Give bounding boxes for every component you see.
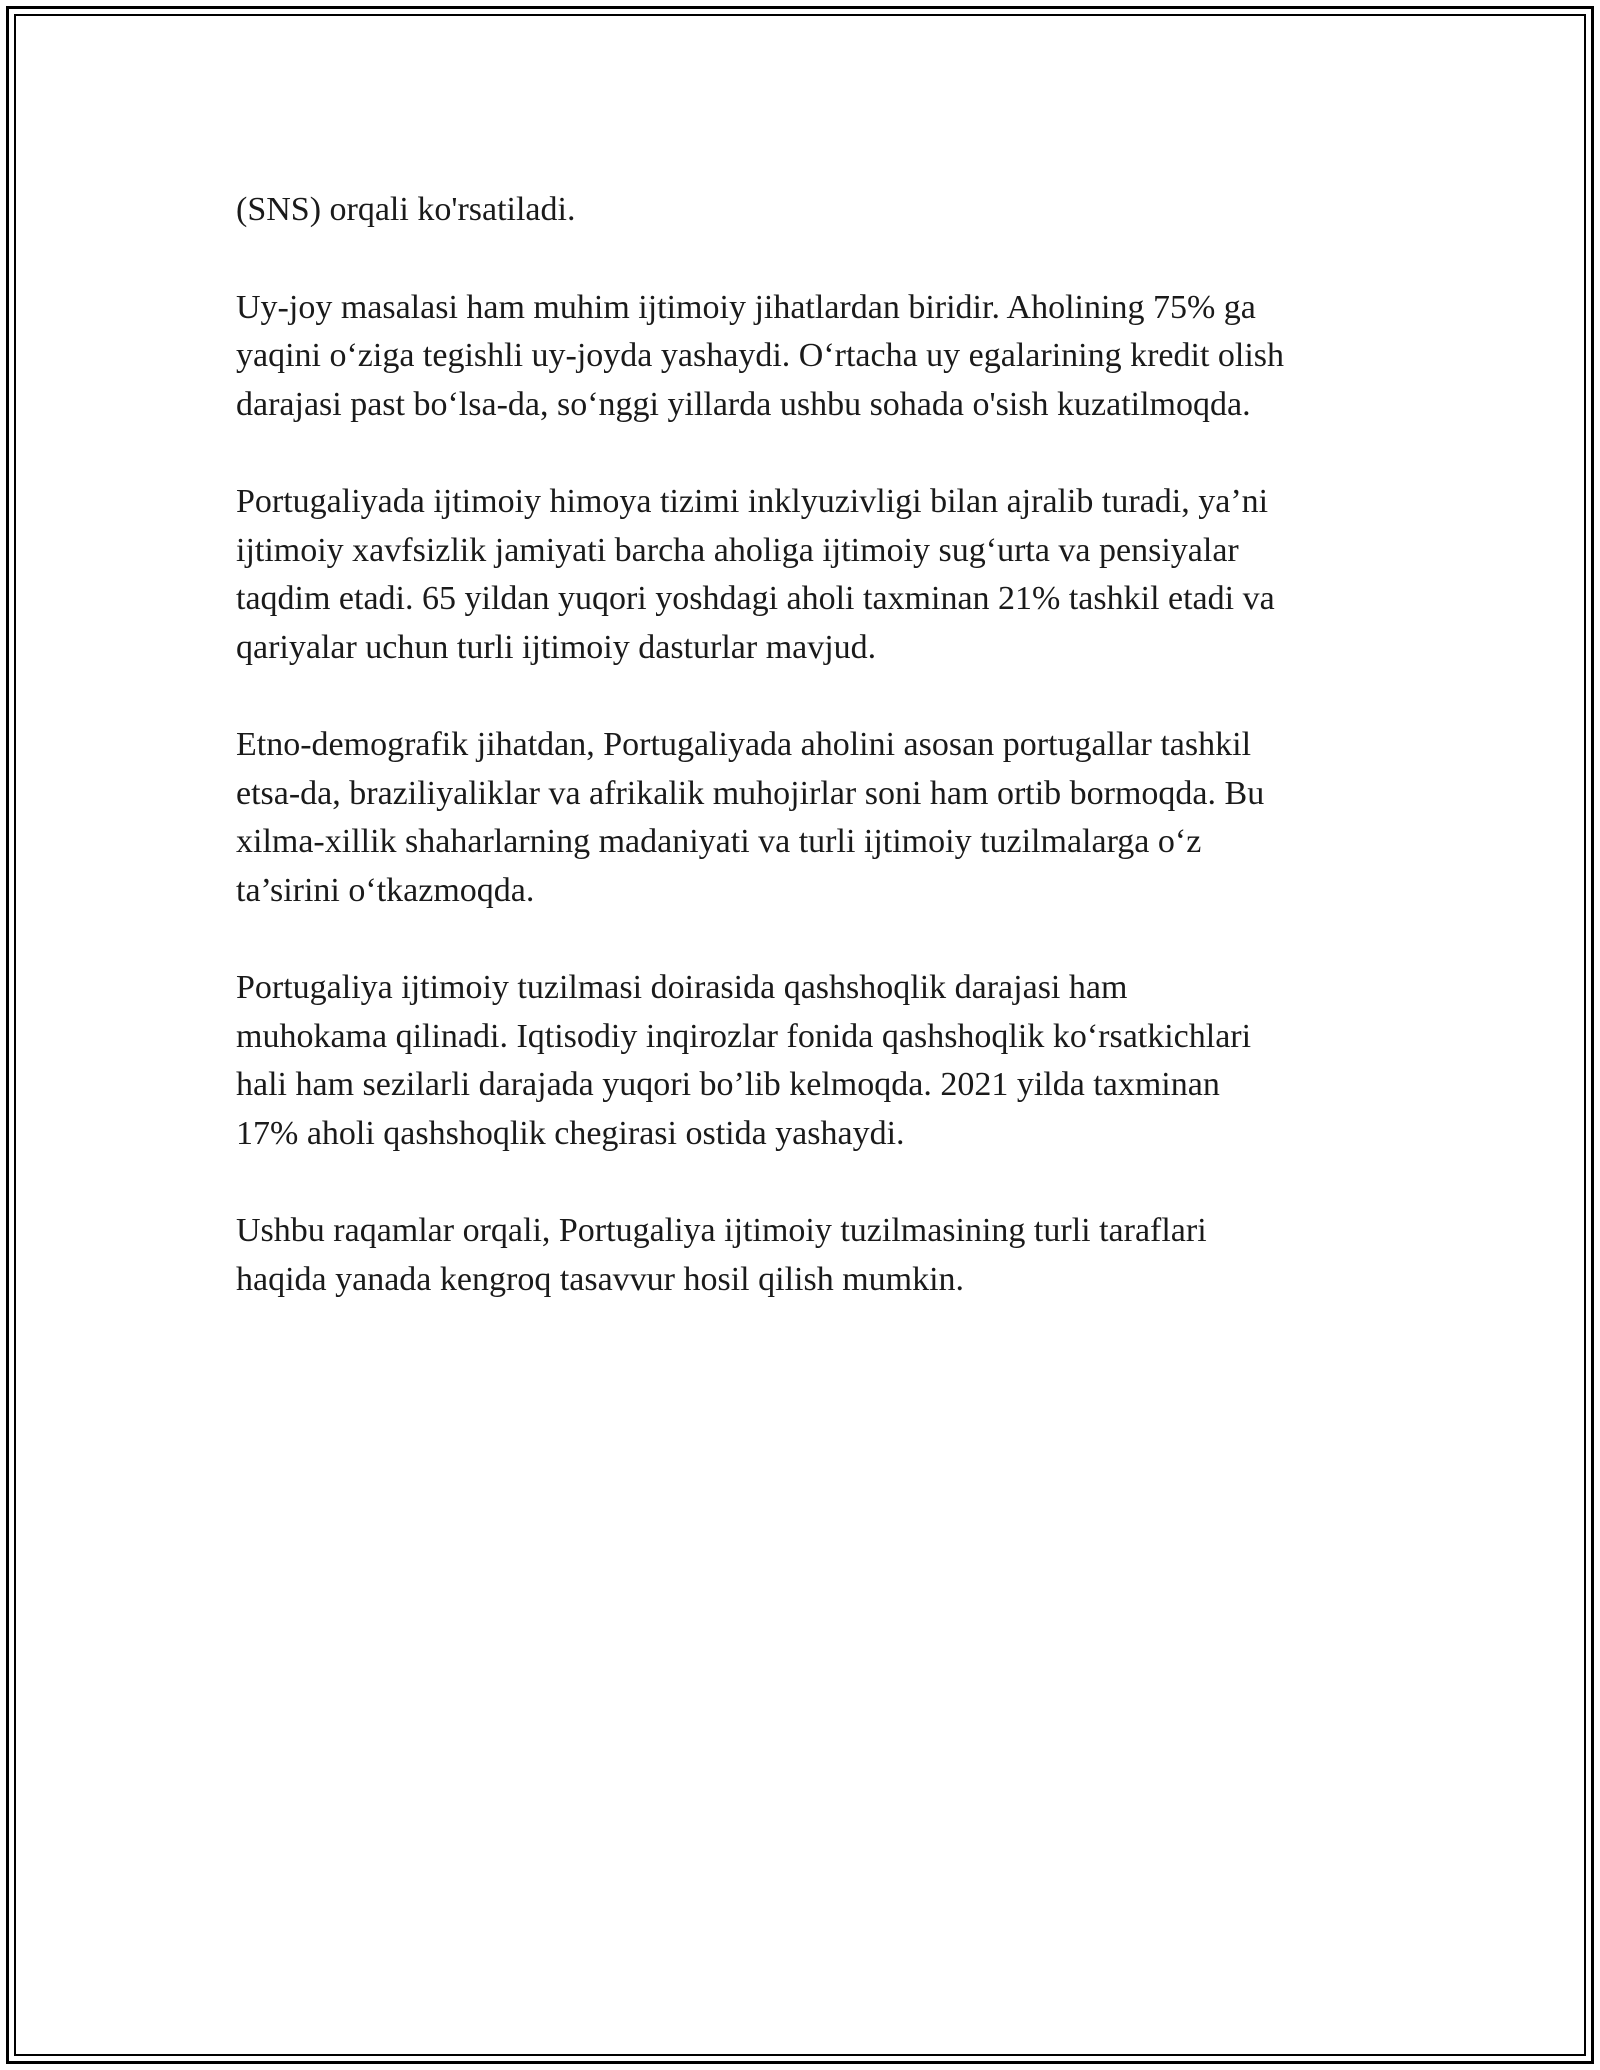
text-line: 17% aholi qashshoqlik chegirasi ostida yashaydi. xyxy=(236,1114,905,1152)
text-line: ta’sirini o‘tkazmoqda. xyxy=(236,871,535,909)
paragraph xyxy=(236,964,1396,1158)
paragraph xyxy=(236,721,1396,915)
text-line: Portugaliyada ijtimoiy himoya tizimi inklyuzivligi bilan ajralib turadi, ya’ni xyxy=(236,483,1269,520)
text-line: taqdim etadi. 65 yildan yuqori yoshdagi aholi taxminan 21% tashkil etadi va xyxy=(236,580,1275,617)
document-body xyxy=(236,186,1396,1353)
text-line: Etno-demografik jihatdan, Portugaliyada aholini asosan portugallar tashkil xyxy=(236,726,1252,763)
text-line: yaqini o‘ziga tegishli uy-joyda yashaydi. O‘rtacha uy egalarining kredit olish xyxy=(236,337,1285,374)
text-line: etsa-da, braziliyaliklar va afrikalik muhojirlar soni ham ortib bormoqda. Bu xyxy=(236,774,1265,812)
text-line: ijtimoiy xavfsizlik jamiyati barcha aholiga ijtimoiy sug‘urta va pensiyalar xyxy=(236,531,1239,569)
text-line: haqida yanada kengroq tasavvur hosil qilish mumkin. xyxy=(236,1260,965,1298)
paragraph xyxy=(236,1207,1396,1304)
paragraph xyxy=(236,478,1396,672)
text-line: (SNS) orqali ko'rsatiladi. xyxy=(236,191,576,228)
text-line: Uy-joy masalasi ham muhim ijtimoiy jihatlardan biridir. Aholining 75% ga xyxy=(236,288,1256,326)
text-line: xilma-xillik shaharlarning madaniyati va turli ijtimoiy tuzilmalarga o‘z xyxy=(236,823,1202,860)
text-line: qariyalar uchun turli ijtimoiy dasturlar mavjud. xyxy=(236,628,877,666)
text-line: darajasi past bo‘lsa-da, so‘nggi yillarda ushbu sohada o'sish kuzatilmoqda. xyxy=(236,385,1251,423)
text-line: Ushbu raqamlar orqali, Portugaliya ijtimoiy tuzilmasining turli taraflari xyxy=(236,1212,1207,1249)
paragraph xyxy=(236,186,1396,235)
paragraph xyxy=(236,284,1396,430)
text-line: hali ham sezilarli darajada yuqori bo’lib kelmoqda. 2021 yilda taxminan xyxy=(236,1066,1220,1103)
text-line: muhokama qilinadi. Iqtisodiy inqirozlar fonida qashshoqlik ko‘rsatkichlari xyxy=(236,1017,1252,1055)
text-line: Portugaliya ijtimoiy tuzilmasi doirasida qashshoqlik darajasi ham xyxy=(236,969,1128,1006)
